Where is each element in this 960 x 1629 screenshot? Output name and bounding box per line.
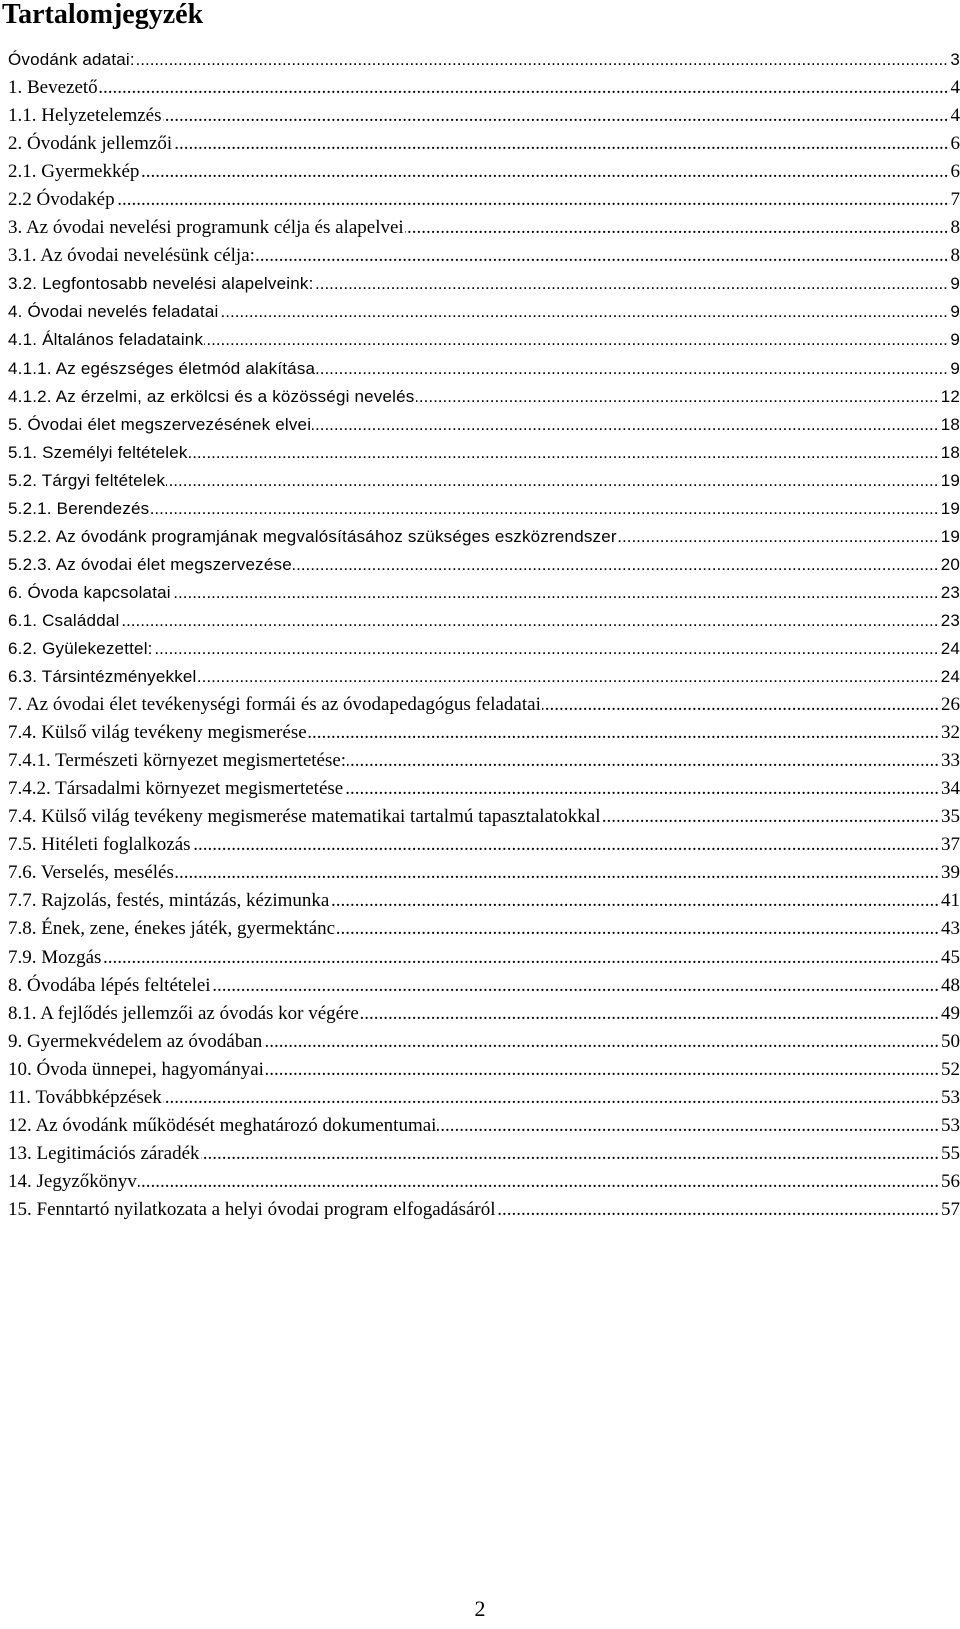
toc-entry[interactable]: [8, 721, 960, 749]
toc-entry-page: 41: [941, 890, 960, 912]
toc-entry-title: ..... 9. Gyermekvédelem az óvodában: [8, 1030, 263, 1052]
toc-entry[interactable]: [8, 469, 960, 497]
toc-entry[interactable]: [8, 917, 960, 945]
toc-entry-title: ..... 10. Óvoda ünnepei, hagyományai: [8, 1058, 264, 1080]
toc-entry-page: 55: [941, 1142, 960, 1164]
toc-entry-title: ..... 4.1. Általános feladataink: [8, 328, 204, 352]
toc-entry-title: ..... 2.2 Óvodakép: [8, 189, 115, 211]
toc-entry-title: ..... 6.3. Társintézményekkel: [8, 665, 198, 689]
toc-entry-title: ..... 7.6. Verselés, mesélés: [8, 862, 174, 884]
toc-entry[interactable]: [8, 1058, 960, 1086]
toc-entry[interactable]: [8, 525, 960, 553]
toc-entry-title: ..... 7.4. Külső világ tevékeny megismerése: [8, 722, 307, 744]
toc-entry-title: ..... 14. Jegyzőkönyv: [8, 1170, 137, 1192]
toc-entry[interactable]: [8, 749, 960, 777]
toc-entry-title: ..... 7.8. Ének, zene, énekes játék, gyermektánc: [8, 918, 336, 940]
toc-entry-title: ..... 7.9. Mozgás: [8, 946, 102, 968]
toc-entry-title: ..... 15. Fenntartó nyilatkozata a helyi óvodai program elfogadásáról: [8, 1198, 496, 1220]
toc-entry-page: 24: [940, 665, 960, 689]
toc-entry-title: ..... 3.2. Legfontosabb nevelési alapelveink:: [8, 272, 315, 296]
toc-entry-page: 53: [941, 1114, 960, 1136]
toc-entry[interactable]: [8, 48, 960, 76]
toc-entry-title: ..... 7.7. Rajzolás, festés, mintázás, kézimunka: [8, 890, 330, 912]
toc-entry[interactable]: [8, 1142, 960, 1170]
toc-entry[interactable]: [8, 244, 960, 272]
toc-entry[interactable]: [8, 272, 960, 300]
toc-entry-page: 19: [940, 525, 960, 549]
toc-entry[interactable]: [8, 861, 960, 889]
toc-entry-title: ..... 2. Óvodánk jellemzői: [8, 133, 173, 155]
toc-entry-title: ..... 8.1. A fejlődés jellemzői az óvodás kor végére: [8, 1002, 359, 1024]
toc-entry-page: 50: [941, 1030, 960, 1052]
toc-entry-page: 18: [940, 413, 960, 437]
page-number: 2: [474, 1596, 486, 1621]
toc-entry[interactable]: [8, 1030, 960, 1058]
toc-entry[interactable]: [8, 497, 960, 525]
toc-entry-title: ..... Óvodánk adatai:: [8, 48, 136, 72]
toc-entry-page: 18: [940, 441, 960, 465]
toc-entry-title: ..... 2.1. Gyermekkép: [8, 161, 140, 183]
toc-entry-page: 26: [941, 694, 960, 716]
toc-entry-title: ..... 7.4.1. Természeti környezet megismertetése:: [8, 750, 347, 772]
toc-entry[interactable]: [8, 441, 960, 469]
toc-entry[interactable]: [8, 637, 960, 665]
toc-entry-page: 3: [949, 48, 960, 72]
toc-entry-title: ..... 1.1. Helyzetelemzés: [8, 105, 162, 127]
toc-entry[interactable]: [8, 1114, 960, 1142]
toc-entry-page: 23: [940, 609, 960, 633]
toc-entry-title: ..... 1. Bevezető: [8, 77, 98, 99]
toc-entry[interactable]: [8, 665, 960, 693]
toc-entry[interactable]: [8, 889, 960, 917]
toc-entry[interactable]: [8, 693, 960, 721]
toc-entry[interactable]: [8, 1002, 960, 1030]
toc-entry[interactable]: [8, 805, 960, 833]
toc-entry[interactable]: [8, 974, 960, 1002]
toc-entry-page: 12: [940, 385, 960, 409]
toc-entry-page: 52: [941, 1058, 960, 1080]
toc-entry[interactable]: [8, 946, 960, 974]
toc-entry-title: ..... 13. Legitimációs záradék: [8, 1142, 200, 1164]
toc-entry-page: 19: [940, 497, 960, 521]
toc-entry-title: ..... 7. Az óvodai élet tevékenységi formái és az óvodapedagógus feladatai: [8, 694, 541, 716]
toc-entry-page: 33: [941, 750, 960, 772]
toc-entry[interactable]: [8, 609, 960, 637]
toc-entry-page: 7: [950, 189, 960, 211]
toc-entry-page: 9: [949, 328, 960, 352]
toc-entry-title: ..... 4.1.2. Az érzelmi, az erkölcsi és a közösségi nevelés: [8, 385, 416, 409]
toc-entry-page: 6: [950, 161, 960, 183]
toc-entry[interactable]: [8, 1198, 960, 1226]
toc-entry-title: ..... 3.1. Az óvodai nevelésünk célja:: [8, 245, 255, 267]
toc-entry-page: 6: [950, 133, 960, 155]
toc-entry-title: ..... 12. Az óvodánk működését meghatározó dokumentumai: [8, 1114, 437, 1136]
toc-entry[interactable]: [8, 385, 960, 413]
toc-entry-title: ..... 6.1. Családdal: [8, 609, 120, 633]
toc-entry[interactable]: [8, 160, 960, 188]
toc-entry-title: ..... 5.2.1. Berendezés: [8, 497, 150, 521]
toc-entry-title: ..... 7.4. Külső világ tevékeny megismerése matematikai tartalmú tapasztalatokkal: [8, 806, 601, 828]
toc-entry-page: 43: [941, 918, 960, 940]
toc-entry[interactable]: [8, 104, 960, 132]
toc-entry-page: 8: [950, 217, 960, 239]
toc-entry-page: 4: [950, 105, 960, 127]
toc-entry-page: 24: [940, 637, 960, 661]
toc-entry-page: 9: [949, 300, 960, 324]
toc-entry-page: 4: [950, 77, 960, 99]
toc-entry-page: 9: [949, 357, 960, 381]
toc-entry[interactable]: [8, 357, 960, 385]
toc-entry[interactable]: [8, 188, 960, 216]
toc-entry-title: ..... 8. Óvodába lépés feltételei: [8, 974, 211, 996]
toc-entry-page: 56: [941, 1170, 960, 1192]
toc-entry-page: 49: [941, 1002, 960, 1024]
toc-entry-page: 9: [949, 272, 960, 296]
toc-entry-title: ..... 11. Továbbképzések: [8, 1086, 162, 1108]
toc-entry[interactable]: [8, 1086, 960, 1114]
toc-entry-title: ..... 5. Óvodai élet megszervezésének elvei: [8, 413, 312, 437]
toc-entry-title: ..... 7.5. Hitéleti foglalkozás: [8, 834, 191, 856]
toc-entry-page: 57: [941, 1198, 960, 1220]
page-title: Tartalomjegyzék: [2, 0, 204, 30]
table-of-contents: [8, 48, 960, 1226]
toc-entry-title: ..... 5.2.2. Az óvodánk programjának megvalósításához szükséges eszközrendszer: [8, 525, 618, 549]
toc-entry-page: 8: [950, 245, 960, 267]
toc-entry-title: ..... 5.2. Tárgyi feltételek: [8, 469, 166, 493]
toc-entry[interactable]: [8, 413, 960, 441]
toc-entry-page: 19: [940, 469, 960, 493]
toc-entry-title: ..... 6.2. Gyülekezettel:: [8, 637, 154, 661]
toc-entry[interactable]: [8, 216, 960, 244]
toc-entry-page: 39: [941, 862, 960, 884]
toc-entry-page: 45: [941, 946, 960, 968]
toc-entry-title: ..... 7.4.2. Társadalmi környezet megismertetése: [8, 778, 344, 800]
toc-entry[interactable]: [8, 553, 960, 581]
toc-entry[interactable]: [8, 833, 960, 861]
toc-entry[interactable]: [8, 76, 960, 104]
toc-entry-title: ..... 4.1.1. Az egészséges életmód alakítása: [8, 357, 316, 381]
toc-entry-page: 23: [940, 581, 960, 605]
toc-entry-page: 20: [940, 553, 960, 577]
toc-entry-title: ..... 5.2.3. Az óvodai élet megszervezése: [8, 553, 293, 577]
toc-entry-page: 53: [941, 1086, 960, 1108]
toc-entry-title: ..... 4. Óvodai nevelés feladatai: [8, 300, 219, 324]
toc-entry[interactable]: [8, 581, 960, 609]
toc-entry[interactable]: [8, 328, 960, 356]
toc-entry[interactable]: [8, 132, 960, 160]
toc-entry-page: 32: [941, 722, 960, 744]
toc-entry[interactable]: [8, 777, 960, 805]
toc-entry-page: 37: [941, 834, 960, 856]
toc-entry-page: 48: [941, 974, 960, 996]
toc-entry[interactable]: [8, 300, 960, 328]
toc-entry-page: 35: [941, 806, 960, 828]
toc-entry-page: 34: [941, 778, 960, 800]
toc-entry-title: ..... 3. Az óvodai nevelési programunk célja és alapelvei: [8, 217, 404, 239]
toc-entry-title: ..... 5.1. Személyi feltételek: [8, 441, 189, 465]
toc-entry[interactable]: [8, 1170, 960, 1198]
toc-entry-title: ..... 6. Óvoda kapcsolatai: [8, 581, 172, 605]
